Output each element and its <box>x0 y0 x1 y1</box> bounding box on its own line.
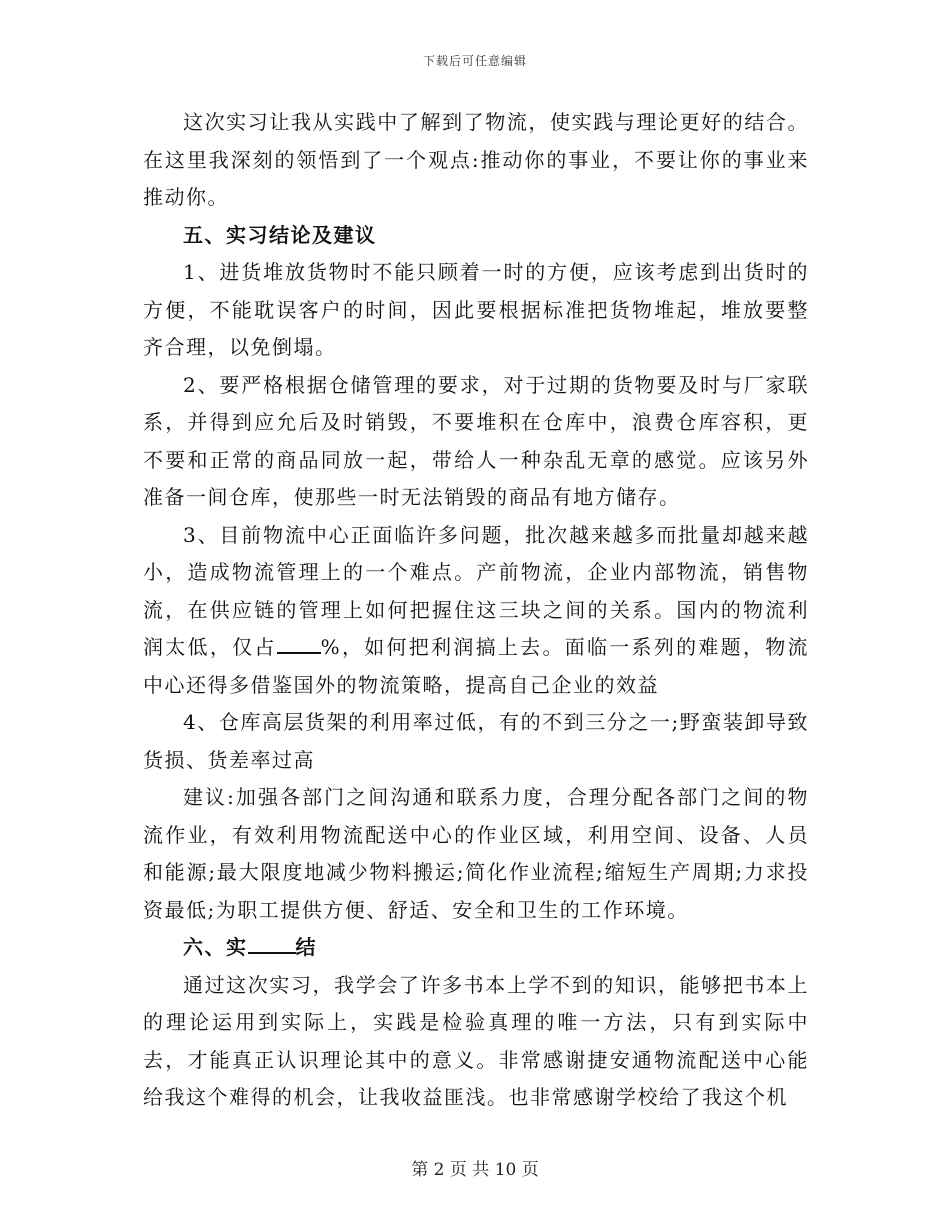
document-body <box>143 104 809 1117</box>
section-heading-summary-before: 六、实 <box>183 935 248 959</box>
list-item-3-text-before: 3、目前物流中心正面临许多问题，批次越来越多而批量却越来越小，造成物流管理上的一个难点。产前物流，企业内部物流，销售物流，在供应链的管理上如何把握住这三块之间的关系。国内的物流利润太低，仅占 <box>143 522 809 659</box>
section-heading-summary <box>143 929 809 967</box>
page-number: 第 2 页 共 10 页 <box>411 1160 539 1180</box>
paragraph-intro: 这次实习让我从实践中了解到了物流，使实践与理论更好的结合。在这里我深刻的领悟到了一个观点:推动你的事业，不要让你的事业来推动你。 <box>143 110 809 209</box>
section-heading-summary-after: 结 <box>295 935 317 959</box>
blank-underline <box>277 652 321 654</box>
list-item-4: 4、仓库高层货架的利用率过低，有的不到三分之一;野蛮装卸导致货损、货差率过高 <box>143 710 809 772</box>
list-item-3-text-after: %，如何把利润搞上去。面临一系列的难题，物流中心还得多借鉴国外的物流策略，提高自己企业的效益 <box>143 635 809 697</box>
paragraph-summary: 通过这次实习，我学会了许多书本上学不到的知识，能够把书本上的理论运用到实际上，实践是检验真理的唯一方法，只有到实际中去，才能真正认识理论其中的意义。非常感谢捷安通物流配送中心能给我这个难得的机会，让我收益匪浅。也非常感谢学校给了我这个机 <box>143 972 809 1109</box>
list-item-2: 2、要严格根据仓储管理的要求，对于过期的货物要及时与厂家联系，并得到应允后及时销毁，不要堆积在仓库中，浪费仓库容积，更不要和正常的商品同放一起，带给人一种杂乱无章的感觉。应该另外准备一间仓库，使那些一时无法销毁的商品有地方储存。 <box>143 372 809 509</box>
section-heading-conclusions: 五、实习结论及建议 <box>183 222 377 247</box>
page-header: 下载后可任意编辑 <box>422 54 527 68</box>
blank-underline <box>248 952 296 954</box>
paragraph-suggestion: 建议:加强各部门之间沟通和联系力度，合理分配各部门之间的物流作业，有效利用物流配送中心的作业区域，利用空间、设备、人员和能源;最大限度地减少物料搬运;简化作业流程;缩短生产周期;力求投资最低;为职工提供方便、舒适、安全和卫生的工作环境。 <box>143 785 809 922</box>
list-item-3 <box>143 517 809 705</box>
list-item-1: 1、进货堆放货物时不能只顾着一时的方便，应该考虑到出货时的方便，不能耽误客户的时间，因此要根据标准把货物堆起，堆放要整齐合理，以免倒塌。 <box>143 260 809 359</box>
